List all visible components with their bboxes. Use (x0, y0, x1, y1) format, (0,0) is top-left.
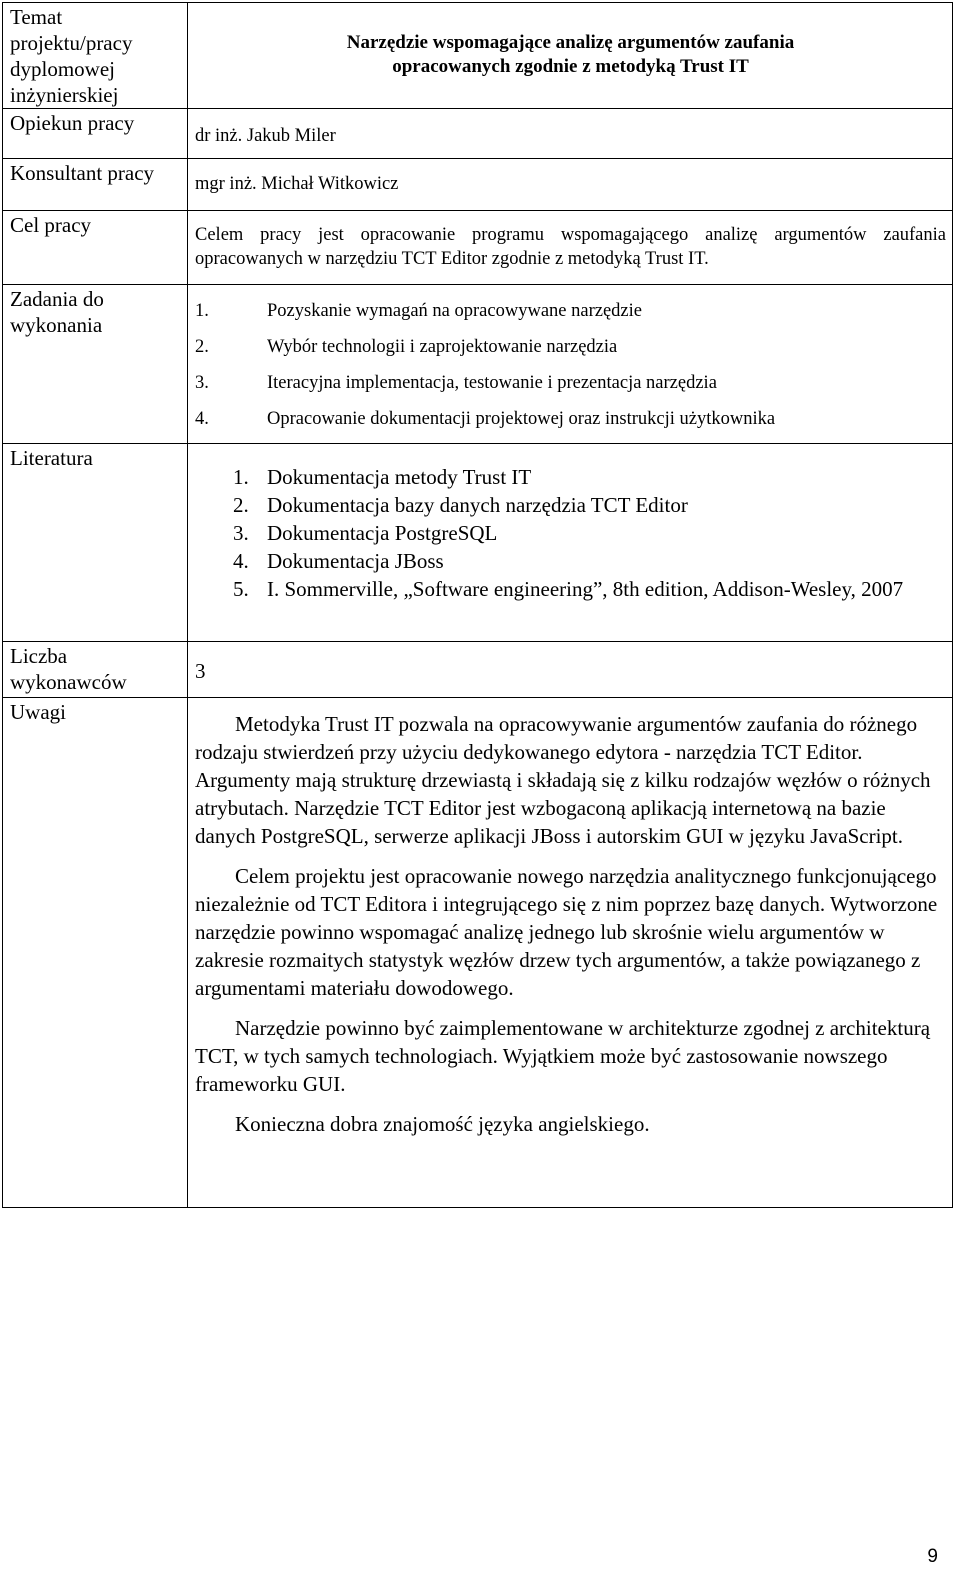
topic-row (3, 3, 953, 109)
literature-text: Dokumentacja bazy danych narzędzia TCT Editor (267, 493, 688, 517)
literature-number: 1. (233, 465, 249, 489)
team-size-label: Liczba wykonawców (3, 642, 188, 698)
project-title (195, 3, 946, 91)
tasks-row (3, 285, 953, 444)
task-number: 2. (195, 337, 209, 357)
literature-item (195, 463, 946, 491)
literature-list (195, 463, 946, 603)
task-number: 3. (195, 373, 209, 393)
task-text: Wybór technologii i zaprojektowanie narzędzia (267, 337, 618, 357)
notes-paragraph: Celem projektu jest opracowanie nowego narzędzia analitycznego funkcjonującego niezależnie od TCT Editora i integrującego się z nim poprzez bazę danych. Wytworzone narzędzie powinno wspomagać analizę jednego lub skrośnie wielu argumentów w zakresie rozmaitych statystyk węzłów drzew tych argumentów, a także powiązanego z argumentami materiału dowodowego. (195, 864, 938, 1000)
literature-text: Dokumentacja PostgreSQL (267, 521, 498, 545)
task-item (195, 401, 946, 437)
literature-text: Dokumentacja metody Trust IT (267, 465, 532, 489)
topic-label: Temat projektu/pracy dyplomowej inżynierskiej (3, 3, 188, 109)
task-number: 4. (195, 409, 209, 429)
consultant-value: mgr inż. Michał Witkowicz (188, 159, 953, 211)
literature-item (195, 491, 946, 519)
literature-row (3, 444, 953, 642)
task-text: Pozyskanie wymagań na opracowywane narzędzie (267, 301, 642, 321)
tasks-value (188, 285, 953, 444)
consultant-row (3, 159, 953, 211)
notes-row (3, 698, 953, 1208)
notes-paragraph: Metodyka Trust IT pozwala na opracowywanie argumentów zaufania do różnego rodzaju stwierdzeń przy użyciu dedykowanego edytora - narzędzia TCT Editor. Argumenty mają strukturę drzewiastą i składają się z kilku rodzajów węzłów o różnych atrybutach. Narzędzie TCT Editor jest wzbogaconą aplikacją internetową na bazie danych PostgreSQL, serwerze aplikacji JBoss i autorskim GUI w języku JavaScript. (195, 712, 931, 848)
notes-paragraph: Narzędzie powinno być zaimplementowane w architekturze zgodnej z architekturą TCT, w tych samych technologiach. Wyjątkiem może być zastosowanie nowszego frameworku GUI. (195, 1016, 931, 1096)
literature-number: 2. (233, 493, 249, 517)
supervisor-value: dr inż. Jakub Miler (188, 109, 953, 159)
goal-value: Celem pracy jest opracowanie programu wspomagającego analizę argumentów zaufania opracowanych w narzędziu TCT Editor zgodnie z metodyką Trust IT. (188, 211, 953, 285)
literature-number: 5. (233, 577, 249, 601)
goal-row (3, 211, 953, 285)
notes-paragraph: Konieczna dobra znajomość języka angielskiego. (235, 1112, 650, 1136)
literature-text: Dokumentacja JBoss (267, 549, 444, 573)
project-title-line1: Narzędzie wspomagające analizę argumentów zaufania (346, 32, 795, 53)
literature-value (188, 444, 953, 642)
team-size-row (3, 642, 953, 698)
literature-number: 3. (233, 521, 249, 545)
team-size-value: 3 (188, 642, 953, 698)
task-number: 1. (195, 301, 209, 321)
topic-value (188, 3, 953, 109)
supervisor-row (3, 109, 953, 159)
tasks-label: Zadania do wykonania (3, 285, 188, 444)
literature-text: I. Sommerville, „Software engineering”, 8th edition, Addison-Wesley, 2007 (267, 577, 904, 601)
consultant-label: Konsultant pracy (3, 159, 188, 211)
notes-value (188, 698, 953, 1208)
literature-item (195, 519, 946, 547)
task-item (195, 365, 946, 401)
literature-item (195, 547, 946, 575)
literature-label: Literatura (3, 444, 188, 642)
project-form-table (2, 2, 953, 1208)
task-item (195, 329, 946, 365)
literature-item (195, 575, 946, 603)
task-text: Opracowanie dokumentacji projektowej oraz instrukcji użytkownika (267, 409, 776, 429)
tasks-list (195, 293, 946, 437)
task-item (195, 293, 946, 329)
goal-label: Cel pracy (3, 211, 188, 285)
page-number: 9 (927, 1546, 938, 1567)
task-text: Iteracyjna implementacja, testowanie i prezentacja narzędzia (267, 373, 717, 393)
project-title-line2: opracowanych zgodnie z metodyką Trust IT (392, 56, 749, 77)
supervisor-label: Opiekun pracy (3, 109, 188, 159)
literature-number: 4. (233, 549, 249, 573)
notes-label: Uwagi (3, 698, 188, 1208)
